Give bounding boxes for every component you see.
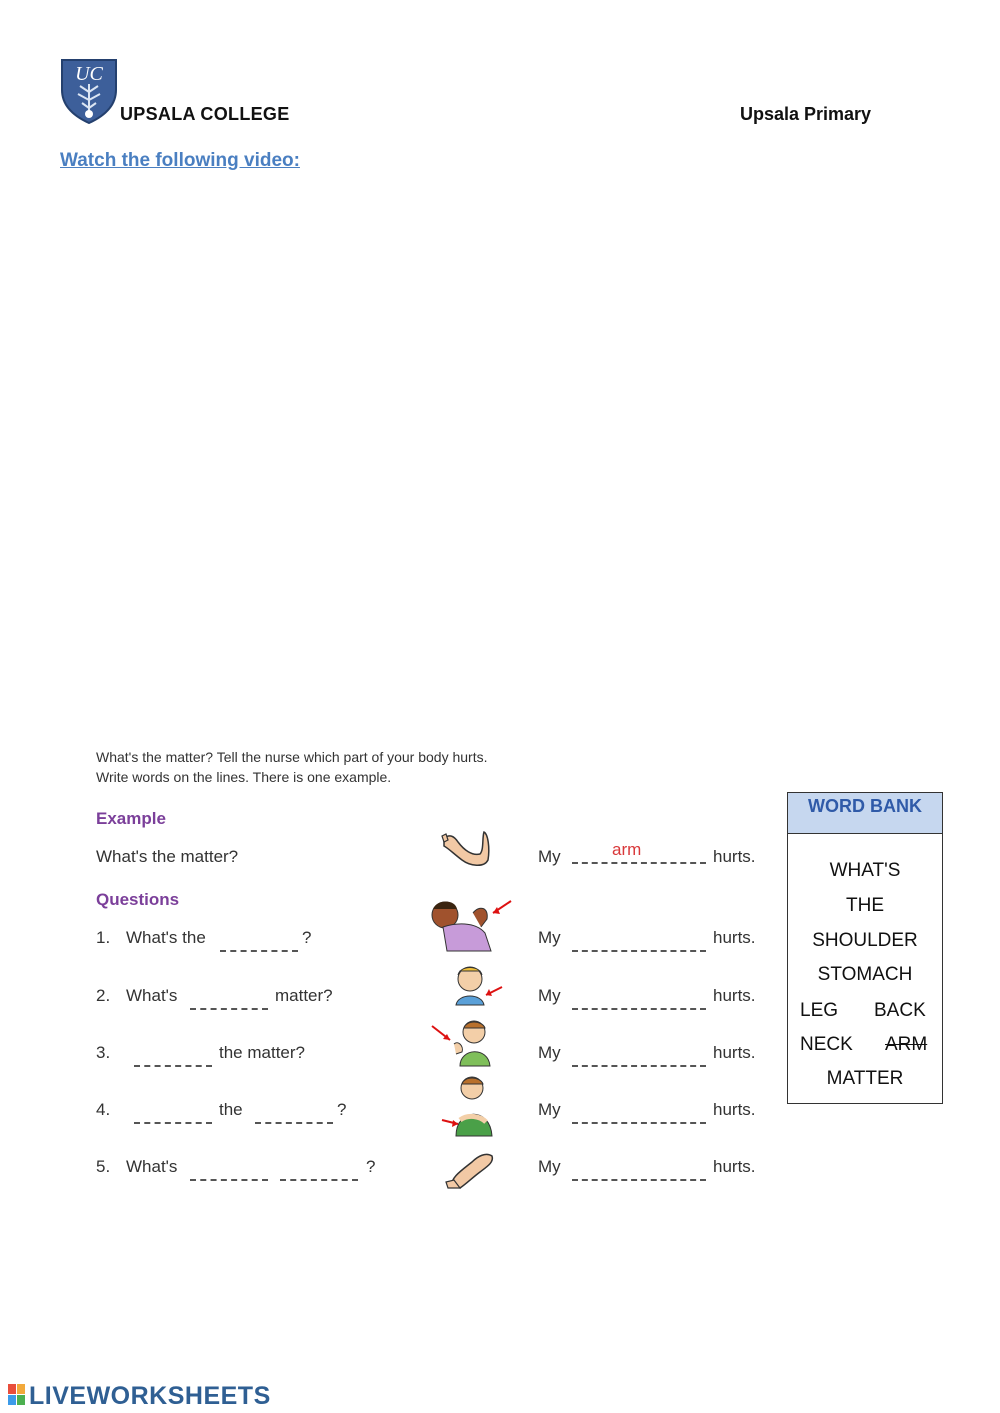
section-name: Upsala Primary	[740, 104, 872, 124]
question-1-my-label: My	[538, 928, 561, 947]
question-5-text-before: What's	[126, 1157, 178, 1176]
questions-heading: Questions	[96, 890, 180, 909]
word-bank-word: SHOULDER	[812, 930, 918, 951]
question-4-number: 4.	[96, 1100, 111, 1119]
example-answer: arm	[612, 840, 642, 859]
arm-picture	[440, 828, 492, 870]
instruction-line-1: What's the matter? Tell the nurse which part of your body hurts.	[96, 749, 488, 765]
example-heading: Example	[96, 809, 166, 828]
word-bank-word: NECK	[800, 1034, 853, 1055]
word-bank-word: BACK	[874, 1000, 926, 1021]
video-link[interactable]: Watch the following video:	[60, 150, 300, 171]
question-2-text-middle: matter?	[275, 986, 333, 1005]
question-5-blank-input-2[interactable]	[280, 1157, 358, 1181]
question-4-answer-input[interactable]	[572, 1100, 706, 1124]
question-5-text-after: ?	[366, 1157, 376, 1176]
word-bank-word: MATTER	[826, 1068, 904, 1089]
shoulder-pain-picture	[425, 893, 515, 953]
question-3-blank-input[interactable]	[134, 1043, 212, 1067]
question-2-hurts-label: hurts.	[713, 986, 756, 1005]
question-1-text-before: What's the	[126, 928, 206, 947]
question-4-my-label: My	[538, 1100, 561, 1119]
school-name: UPSALA COLLEGE	[120, 104, 290, 124]
question-4-text-after: ?	[337, 1100, 347, 1119]
question-1-blank-input[interactable]	[220, 928, 298, 952]
word-bank-word: LEG	[800, 1000, 839, 1021]
question-3-my-label: My	[538, 1043, 561, 1062]
svg-text:UC: UC	[75, 63, 103, 85]
instruction-line-2: Write words on the lines. There is one example.	[96, 769, 392, 785]
leg-picture	[444, 1146, 496, 1190]
question-5-my-label: My	[538, 1157, 561, 1176]
question-4-blank-input-1[interactable]	[134, 1100, 212, 1124]
question-2-my-label: My	[538, 986, 561, 1005]
neck-pain-picture	[452, 963, 504, 1007]
example-hurts-label: hurts.	[713, 847, 756, 866]
question-2-answer-input[interactable]	[572, 986, 706, 1010]
liveworksheets-logo-icon	[8, 1384, 26, 1406]
question-4-hurts-label: hurts.	[713, 1100, 756, 1119]
college-crest-logo	[60, 58, 118, 124]
question-5-number: 5.	[96, 1157, 111, 1176]
example-answer-line	[572, 862, 706, 864]
word-bank-word: STOMACH	[817, 964, 913, 985]
question-2-number: 2.	[96, 986, 111, 1005]
word-bank-title: WORD BANK	[788, 793, 942, 834]
question-2-blank-input[interactable]	[190, 986, 268, 1010]
question-1-text-after: ?	[302, 928, 312, 947]
question-1-number: 1.	[96, 928, 111, 947]
example-my-label: My	[538, 847, 561, 866]
question-3-answer-input[interactable]	[572, 1043, 706, 1067]
question-1-hurts-label: hurts.	[713, 928, 756, 947]
question-3-number: 3.	[96, 1043, 111, 1062]
question-5-answer-input[interactable]	[572, 1157, 706, 1181]
liveworksheets-footer[interactable]	[8, 1382, 271, 1411]
question-2-text-before: What's	[126, 986, 178, 1005]
stomach-pain-picture	[440, 1074, 496, 1138]
question-5-blank-input-1[interactable]	[190, 1157, 268, 1181]
question-3-hurts-label: hurts.	[713, 1043, 756, 1062]
question-3-text-middle: the matter?	[219, 1043, 305, 1062]
word-bank-word-struck: ARM	[885, 1034, 928, 1055]
word-bank	[787, 792, 943, 1104]
question-4-blank-input-2[interactable]	[255, 1100, 333, 1124]
question-1-answer-input[interactable]	[572, 928, 706, 952]
word-bank-word: THE	[846, 895, 884, 916]
example-question: What's the matter?	[96, 847, 239, 866]
question-4-text-middle: the	[219, 1100, 243, 1119]
question-5-hurts-label: hurts.	[713, 1157, 756, 1176]
word-bank-word: WHAT'S	[829, 860, 901, 881]
arm-pain-picture	[430, 1018, 498, 1068]
footer-brand: LIVEWORKSHEETS	[29, 1382, 271, 1410]
